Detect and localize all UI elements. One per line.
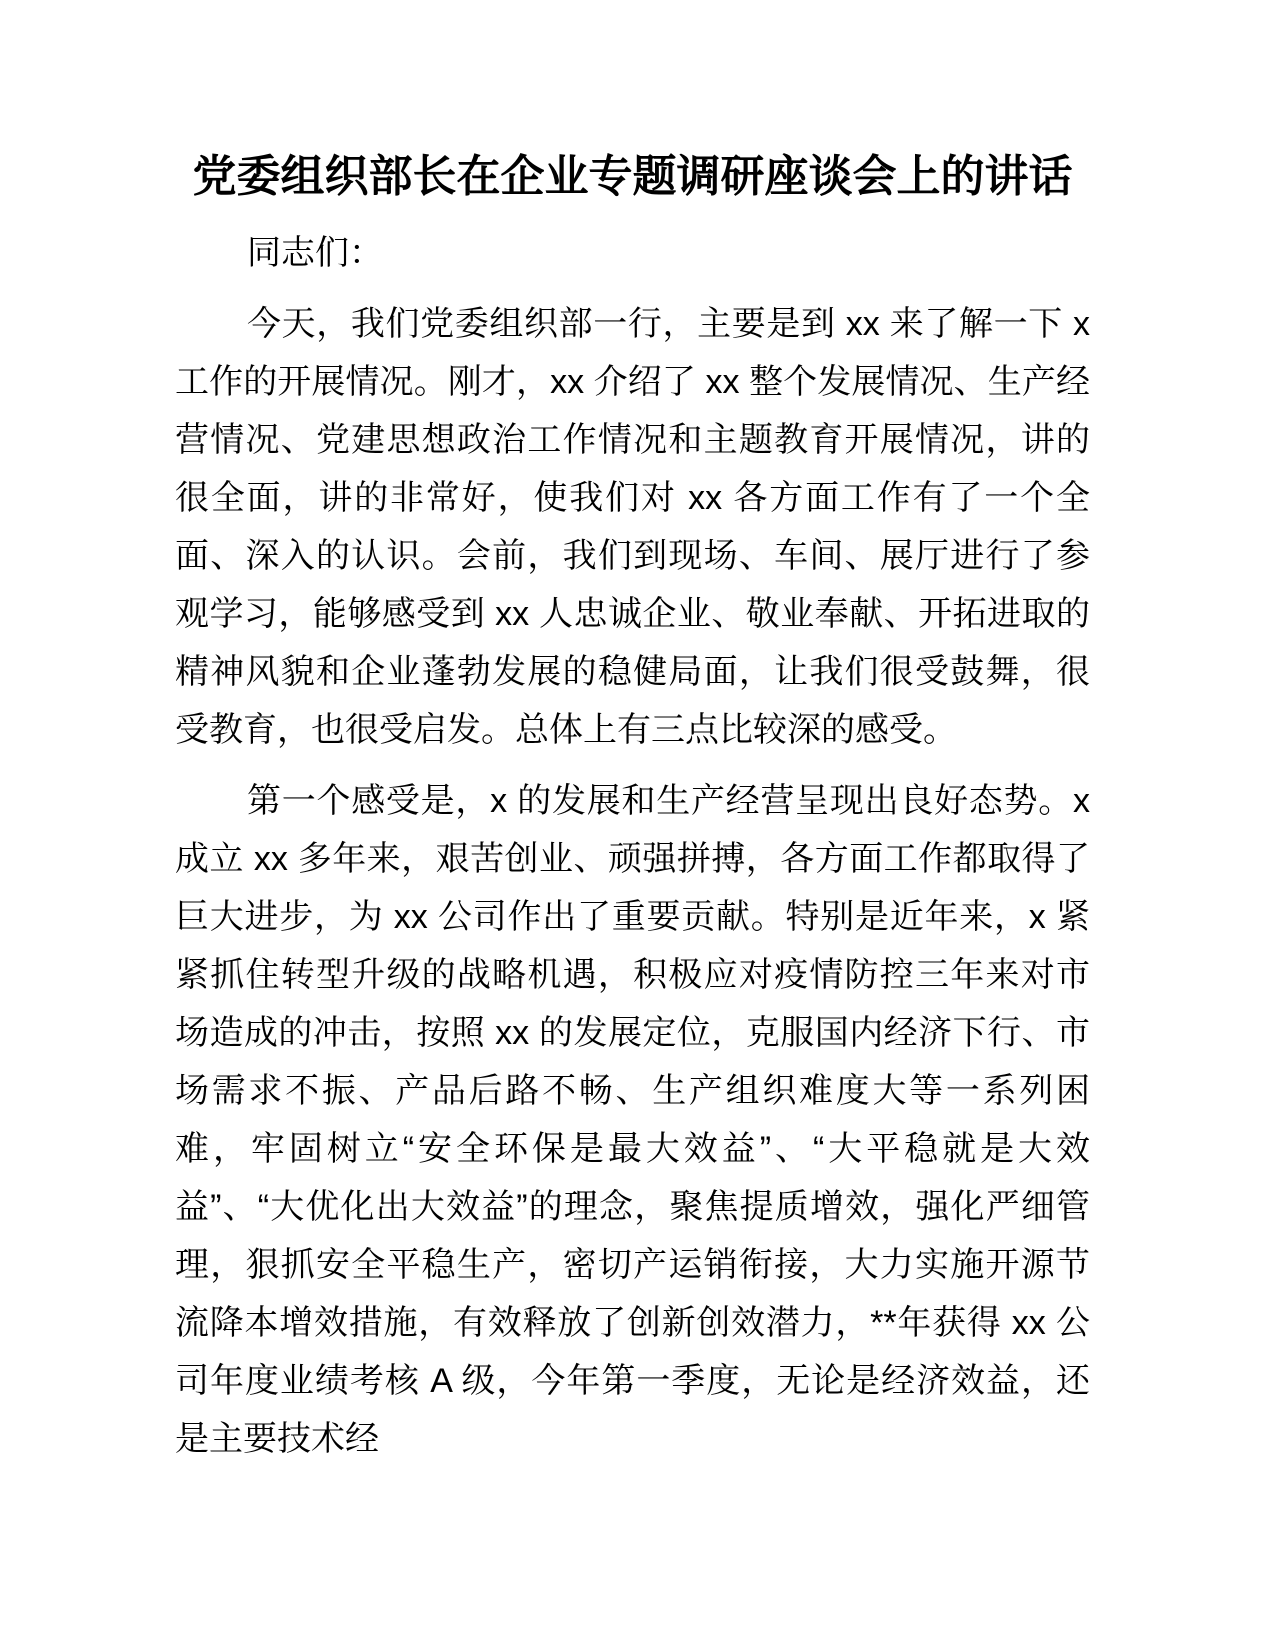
document-title: 党委组织部长在企业专题调研座谈会上的讲话 bbox=[192, 152, 1073, 201]
salutation: 同志们： bbox=[247, 234, 383, 272]
paragraph-first-impression: 第一个感受是，x 的发展和生产经营呈现出良好态势。x 成立 xx 多年来，艰苦创业、顽强拼搏，各方面工作都取得了巨大进步，为 xx 公司作出了重要贡献。特别是近年来，x 紧紧抓住转型升级的战略机遇，积极应对疫情防控三年来对市场造成的冲击，按照 xx 的发展定位，克服国内经济下行、市场需求不振、产品后路不畅、生产组织难度大等一系列困难，牢固树立“安全环保是最大效益”、“大平稳就是大效益”、“大优化出大效益”的理念，聚焦提质增效，强化严细管理，狠抓安全平稳生产，密切产运销衔接，大力实施开源节流降本增效措施，有效释放了创新创效潜力，**年获得 xx 公司年度业绩考核 A 级，今年第一季度，无论是经济效益，还是主要技术经 bbox=[175, 782, 1090, 1458]
paragraph-intro: 今天，我们党委组织部一行，主要是到 xx 来了解一下 x 工作的开展情况。刚才，xx 介绍了 xx 整个发展情况、生产经营情况、党建思想政治工作情况和主题教育开展情况，讲的很全面，讲的非常好，使我们对 xx 各方面工作有了一个全面、深入的认识。会前，我们到现场、车间、展厅进行了参观学习，能够感受到 xx 人忠诚企业、敬业奉献、开拓进取的精神风貌和企业蓬勃发展的稳健局面，让我们很受鼓舞，很受教育，也很受启发。总体上有三点比较深的感受。 bbox=[175, 305, 1090, 749]
